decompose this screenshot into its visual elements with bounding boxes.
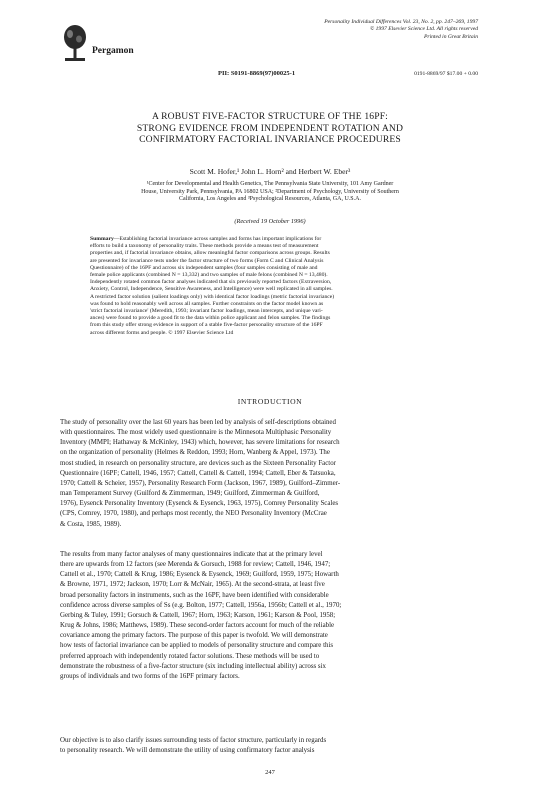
affiliation-line: California, Los Angeles and ³Psychological Resources, Atlanta, GA, U.S.A. bbox=[179, 196, 361, 203]
body-paragraph-3 bbox=[60, 736, 480, 756]
abstract-text: —Establishing factorial invariance across samples and forms has important implications for bbox=[113, 236, 322, 242]
abstract-lead: Summary bbox=[90, 236, 114, 242]
abstract-line: ances) were found to provide a good fit to the data within police applicant and felon samples. The findings bbox=[90, 315, 331, 322]
body-line: with questionnaires. The most widely used questionnaire is the Minnesota Multiphasic Personality bbox=[60, 429, 332, 437]
abstract-line: across different forms and people. © 1997 Elsevier Science Ltd bbox=[90, 329, 234, 336]
body-line: there are upwards from 12 factors (see Merenda & Gorsuch, 1988 for review; Cattell, 1946, 1947; bbox=[60, 561, 331, 569]
body-line: Gerbing & Tuley, 1991; Gorsuch & Cattell, 1967; Horn, 1963; Karson, 1961; Karson & Pool, 1958; bbox=[60, 611, 336, 619]
section-heading: INTRODUCTION bbox=[237, 397, 303, 406]
received-date: (Received 19 October 1996) bbox=[234, 218, 306, 225]
affiliation-line: ¹Center for Developmental and Health Genetics, The Pennsylvania State University, 101 Amy Gardner bbox=[146, 181, 394, 187]
author-list: Scott M. Hofer,¹ John L. Horn² and Herbert W. Eber³ bbox=[189, 167, 351, 176]
body-line: groups of individuals and two forms of the 16PF primary factors. bbox=[60, 672, 240, 680]
body-paragraph-1 bbox=[60, 418, 480, 530]
abstract-line: Anxiety, Control, Independence, Sensitive Awareness, and Intelligence) were well replicated in all samples. bbox=[90, 286, 333, 293]
body-line: 1970; Cattell & Scheier, 1957), Personality Research Form (Jackson, 1967, 1989), Guilford–Zimmer- bbox=[60, 479, 341, 487]
abstract-line: female police applicants (combined N = 13,332) and two samples of male felons (combined N = 13,480). bbox=[90, 272, 328, 279]
pii-code: PII: S0191-8869(97)00025-1 bbox=[218, 70, 296, 77]
page-number: 247 bbox=[265, 769, 275, 776]
abstract-line: efforts to build a taxonomy of personality traits. These methods provide a means test of measurement bbox=[90, 243, 319, 250]
body-line: to personality research. We will demonstrate the utility of using confirmatory factor analysis bbox=[60, 747, 315, 755]
abstract bbox=[90, 236, 452, 337]
body-line: preferred approach with independently rotated factor solutions. These methods will be used to bbox=[60, 652, 320, 660]
abstract-line: A restricted factor solution (salient loadings only) with identical factor loadings (metric factorial invariance) bbox=[90, 293, 335, 300]
body-line: man Temperament Survey (Guilford & Zimmerman, 1949; Guilford, Zimmerman & Guilford, bbox=[60, 490, 320, 498]
issn-price: 0191-8869/97 $17.00 + 0.00 bbox=[414, 71, 478, 77]
abstract-line: are presented for invariance tests under the factor structure of two forms (Form C and Clinical Analysis bbox=[90, 257, 324, 264]
body-line: Cattell et al., 1970; Cattell & Krug, 1986; Eysenck & Eysenck, 1969; Guilford, 1959, 1975; Howarth bbox=[60, 571, 339, 579]
body-line: most studied, in research on personality structure, are devices such as the Sixteen Personality Factor bbox=[60, 459, 336, 467]
journal-citation-line: Personality Individual Differences Vol. 23, No. 2, pp. 247–269, 1997 bbox=[324, 19, 478, 25]
article-title bbox=[60, 111, 480, 146]
title-line: CONFIRMATORY FACTORIAL INVARIANCE PROCEDURES bbox=[139, 134, 401, 146]
body-line: covariance among the primary factors. The purpose of this paper is twofold. We will demonstrate bbox=[60, 632, 328, 640]
title-line: STRONG EVIDENCE FROM INDEPENDENT ROTATION AND bbox=[136, 122, 404, 134]
body-line: Inventory (MMPI; Hathaway & McKinley, 1943) which, however, has severe limitations for research bbox=[60, 439, 340, 447]
body-line: (CPS, Comrey, 1970, 1980), and perhaps most recently, the NEO Personality Inventory (McCrae bbox=[60, 510, 327, 518]
body-line: & Costa, 1985, 1989). bbox=[60, 520, 122, 528]
body-paragraph-2 bbox=[60, 550, 480, 682]
publisher-tree-logo-icon bbox=[62, 24, 88, 64]
abstract-line: Questionnaire) of the 16PF and across six independent samples (four samples consisting of male and bbox=[90, 264, 318, 271]
journal-citation-line: © 1997 Elsevier Science Ltd. All rights reserved bbox=[369, 26, 478, 33]
abstract-line: 'strict factorial invariance' (Meredith, 1993; invariant factor loadings, mean intercepts, and unique vari- bbox=[90, 308, 323, 315]
body-line: The study of personality over the last 60 years has been led by analysis of self-descriptions obtained bbox=[60, 419, 336, 426]
body-line: how tests of factorial invariance can be applied to models of personality structure and compare this bbox=[60, 642, 334, 650]
journal-citation bbox=[278, 19, 478, 41]
abstract-line: from this study offer strong evidence in support of a stable five-factor personality structure of the 16PF bbox=[90, 322, 323, 329]
body-line: confidence across diverse samples of Ss (e.g. Bolton, 1977; Cattell, 1956a, 1956b; Cattell et al., 1970; bbox=[60, 601, 342, 609]
body-line: Krug & Johns, 1986; Matthews, 1989). These second-order factors account for much of the reliable bbox=[60, 622, 335, 630]
journal-citation-line: Printed in Great Britain bbox=[423, 33, 478, 40]
body-line: Our objective is to also clarify issues surrounding tests of factor structure, particularly in regards bbox=[60, 737, 327, 744]
affiliation-line: House, University Park, Pennsylvania, PA 16802 USA; ²Department of Psychology, University of Southern bbox=[141, 188, 399, 195]
body-line: broad personality factors in instruments, such as the 16PF, have been identified with considerable bbox=[60, 591, 329, 599]
publisher-name: Pergamon bbox=[92, 46, 134, 56]
body-line: & Browne, 1971, 1972; Jackson, 1970; Lorr & McNair, 1965). At the second-strata, at least five bbox=[60, 581, 325, 589]
body-line: demonstrate the robustness of a five-factor structure (six including intellectual ability) across six bbox=[60, 662, 326, 670]
body-line: The results from many factor analyses of many questionnaires indicate that at the primary level bbox=[60, 551, 323, 558]
title-line: A ROBUST FIVE-FACTOR STRUCTURE OF THE 16PF: bbox=[151, 111, 389, 122]
abstract-line: properties and, if factorial invariance obtains, allow meaningful factor comparisons across groups. Results bbox=[90, 250, 330, 257]
abstract-line: Independently rotated common factor analyses indicated that six previously reported factors (Extraversion, bbox=[90, 279, 332, 286]
body-line: on the organization of personality (Helmes & Reddon, 1993; Horn, Wanberg & Appel, 1973). The bbox=[60, 449, 330, 457]
body-line: Questionnaire (16PF; Cattell, 1946, 1957; Cattell, Cattell & Cattell, 1994; Cattell, Eber & Tatsuoka, bbox=[60, 469, 336, 477]
author-affiliations bbox=[84, 181, 456, 204]
body-line: 1976), Eysenck Personality Inventory (Eysenck & Eysenck, 1963, 1975), Comrey Personality Scales bbox=[60, 500, 339, 508]
abstract-line: was found to hold reasonably well across all samples. Further constraints on the factor model known as bbox=[90, 300, 324, 307]
